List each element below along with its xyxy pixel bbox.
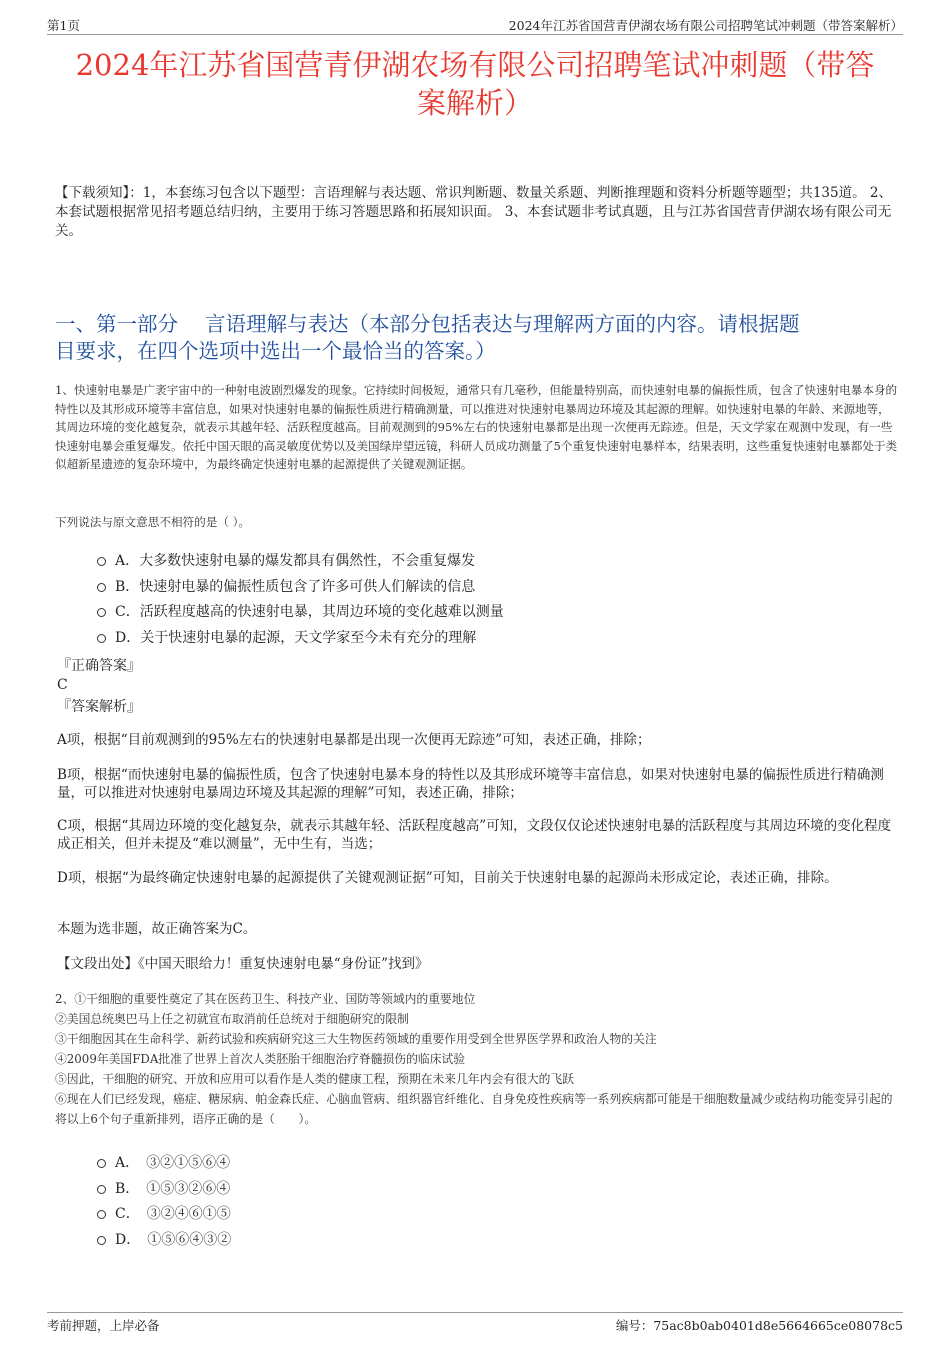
q2-option-d[interactable]: D． ①⑤⑥④③② xyxy=(97,1228,231,1254)
analysis-label: 『答案解析』 xyxy=(57,699,141,715)
title-line-2: 案解析） xyxy=(416,86,533,120)
page-header xyxy=(47,14,903,35)
radio-icon[interactable] xyxy=(97,1236,106,1245)
q2-option-c[interactable]: C． ③②④⑥①⑤ xyxy=(97,1202,231,1228)
section-heading-line-1: 一、第一部分 言语理解与表达（本部分包括表达与理解两方面的内容。请根据题 xyxy=(55,312,800,336)
radio-icon[interactable] xyxy=(97,634,106,643)
footer-slogan: 考前押题，上岸必备 xyxy=(47,1318,160,1333)
header-doc-title: 2024年江苏省国营青伊湖农场有限公司招聘笔试冲刺题（带答案解析） xyxy=(508,18,903,33)
radio-icon[interactable] xyxy=(97,1159,106,1168)
radio-icon[interactable] xyxy=(97,1210,106,1219)
q1-option-a[interactable]: A．大多数快速射电暴的爆发都具有偶然性，不会重复爆发 xyxy=(97,549,504,575)
q2-block xyxy=(55,989,900,1129)
q1-option-c[interactable]: C．活跃程度越高的快速射电暴，其周边环境的变化越难以测量 xyxy=(97,600,504,626)
section-heading xyxy=(55,311,900,365)
title-line-1: 2024年江苏省国营青伊湖农场有限公司招聘笔试冲刺题（带答 xyxy=(75,48,875,82)
q2-sentence-1: 2、①干细胞的重要性奠定了其在医药卫生、科技产业、国防等领域内的重要地位 xyxy=(55,992,476,1006)
page-title xyxy=(47,46,903,122)
radio-icon[interactable] xyxy=(97,557,106,566)
radio-icon[interactable] xyxy=(97,1185,106,1194)
q2-options xyxy=(97,1151,231,1254)
section-heading-line-2: 目要求，在四个选项中选出一个最恰当的答案。） xyxy=(55,339,496,363)
answer-label: 『正确答案』 xyxy=(57,658,141,674)
footer-code-value: 75ac8b0ab0401d8e5664665ce08078c5 xyxy=(653,1318,903,1333)
q2-sentence-6: ⑥现在人们已经发现，癌症、糖尿病、帕金森氏症、心脑血管病、组织器官纤维化、自身免疫性疾病等一系列疾病都可能是干细胞数量减少或结构功能变异引起的 xyxy=(55,1092,893,1106)
analysis-d: D项，根据“为最终确定快速射电暴的起源提供了关键观测证据”可知，目前关于快速射电暴的起源尚未形成定论，表述正确，排除。 xyxy=(57,870,838,886)
q2-sentence-3: ③干细胞因其在生命科学、新药试验和疾病研究这三大生物医药领域的重要作用受到全世界医学界和政治人物的关注 xyxy=(55,1032,657,1046)
page-number: 第1页 xyxy=(47,18,80,33)
q1-option-d[interactable]: D．关于快速射电暴的起源，天文学家至今未有充分的理解 xyxy=(97,626,504,652)
analysis-a: A项，根据“目前观测到的95%左右的快速射电暴都是出现一次便再无踪迹”可知，表述正确，排除； xyxy=(57,732,651,748)
download-notice: 【下载须知】：1，本套练习包含以下题型：言语理解与表达题、常识判断题、数量关系题、判断推理题和资料分析题等题型；共135道。 2、本套试题根据常见招考题总结归纳，主要用于练习答题思路和拓展知识面。 3、本套试题非考试真题，且与江苏省国营青伊湖农场有限公司无关。 xyxy=(55,185,892,239)
q2-option-b[interactable]: B． ①⑤③②⑥④ xyxy=(97,1177,231,1203)
q1-option-b[interactable]: B．快速射电暴的偏振性质包含了许多可供人们解读的信息 xyxy=(97,575,504,601)
source-citation: 【文段出处】《中国天眼给力！重复快速射电暴“身份证”找到》 xyxy=(57,956,429,972)
radio-icon[interactable] xyxy=(97,583,106,592)
radio-icon[interactable] xyxy=(97,608,106,617)
page-footer xyxy=(47,1312,903,1335)
q1-prompt: 下列说法与原文意思不相符的是（ ）。 xyxy=(55,515,250,529)
q2-option-a[interactable]: A． ③②①⑤⑥④ xyxy=(97,1151,231,1177)
analysis-c: C项，根据“其周边环境的变化越复杂，就表示其越年轻、活跃程度越高”可知，文段仅仅论述快速射电暴的活跃程度与其周边环境的变化程度成正相关，但并未提及“难以测量”，无中生有，当选； xyxy=(57,818,892,852)
answer-value: C xyxy=(57,677,68,693)
analysis-conclusion: 本题为选非题，故正确答案为C。 xyxy=(57,921,257,937)
q2-prompt: 将以上6个句子重新排列，语序正确的是（ ）。 xyxy=(55,1112,317,1126)
q2-sentence-2: ②美国总统奥巴马上任之初就宣布取消前任总统对于细胞研究的限制 xyxy=(55,1012,409,1026)
q2-sentence-5: ⑤因此，干细胞的研究、开放和应用可以看作是人类的健康工程，预期在未来几年内会有很大的飞跃 xyxy=(55,1072,575,1086)
footer-code xyxy=(616,1316,903,1334)
q2-sentence-4: ④2009年美国FDA批准了世界上首次人类胚胎干细胞治疗脊髓损伤的临床试验 xyxy=(55,1052,466,1066)
analysis-b: B项，根据“而快速射电暴的偏振性质，包含了快速射电暴本身的特性以及其形成环境等丰富信息，如果对快速射电暴的偏振性质进行精确测量，可以推进对快速射电暴周边环境及其起源的理解”可知，表述正确，排除； xyxy=(57,767,884,801)
footer-code-label: 编号： xyxy=(615,1318,654,1333)
q1-passage: 1、快速射电暴是广袤宇宙中的一种射电波剧烈爆发的现象。它持续时间极短，通常只有几毫秒，但能量特别高，而快速射电暴的偏振性质，包含了快速射电暴本身的特性以及其形成环境等丰富信息，如果对快速射电暴的偏振性质进行精确测量，可以推进对快速射电暴周边环境及其起源的理解。如快速射电暴的年龄、来源地等，其周边环境的变化越复杂，就表示其越年轻、活跃程度越高。目前观测到的95%左右的快速射电暴都是出现一次便再无踪迹。但是，天文学家在观测中发现，有一些快速射电暴会重复爆发。依托中国天眼的高灵敏度优势以及美国绿岸望远镜，科研人员成功测量了5个重复快速射电暴样本，结果表明，这些重复快速射电暴都处于类似超新星遗迹的复杂环境中，为最终确定快速射电暴的起源提供了关键观测证据。 xyxy=(55,383,898,472)
q1-options xyxy=(97,549,504,652)
